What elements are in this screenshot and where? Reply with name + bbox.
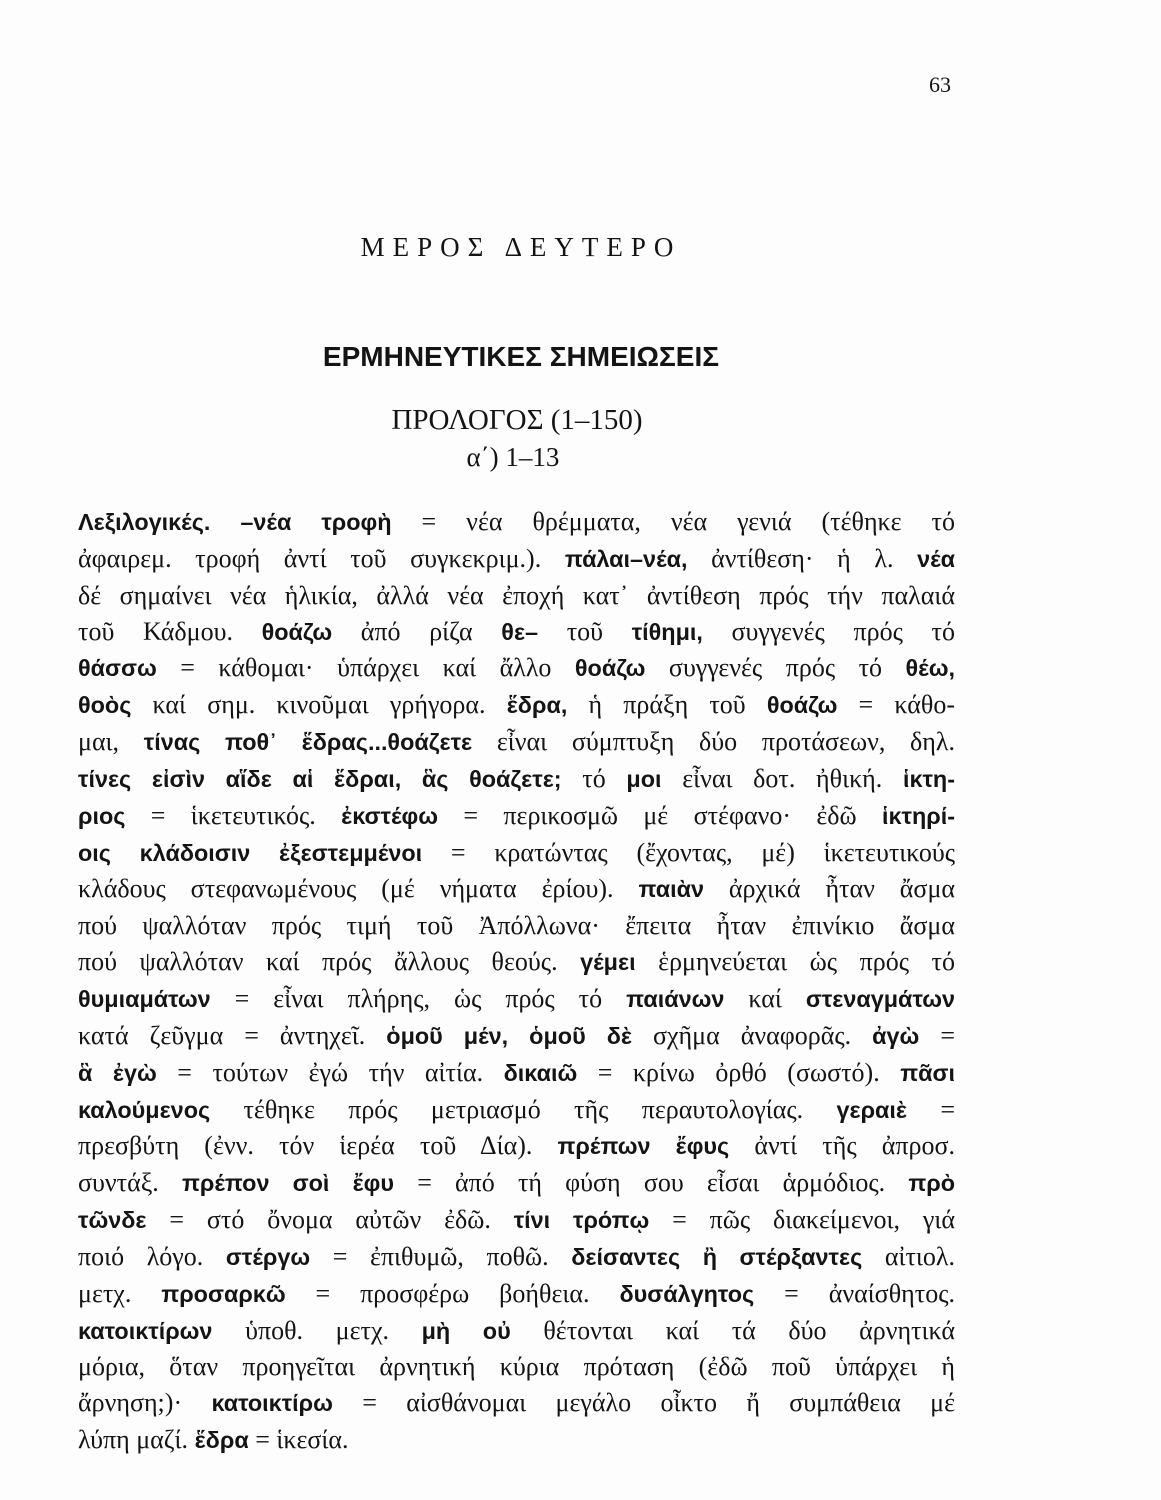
text-run: = αἰσθάνομαι μεγάλο οἶκτο ἤ συμπάθεια μέ (332, 1388, 955, 1418)
text-run: = (907, 1094, 955, 1124)
bold-term: ἃ ἐγὼ (78, 1059, 157, 1086)
bold-term: θε– (501, 618, 539, 645)
text-run: = κάθο- (837, 690, 955, 720)
text-line (78, 1422, 955, 1459)
text-run: τό (561, 763, 627, 793)
text-line (78, 871, 955, 908)
text-line (78, 1202, 955, 1239)
text-run: = ἱκεσία. (248, 1425, 349, 1455)
text-line (78, 1055, 955, 1092)
bold-term: δικαιῶ (503, 1059, 578, 1086)
text-line (78, 944, 955, 981)
text-run: αἰτιολ. (862, 1241, 955, 1271)
bold-term: οις κλάδοισιν ἐξεστεμμένοι (78, 839, 423, 866)
text-run: εἶναι δοτ. ἠθική. (661, 763, 903, 793)
subsection-title: α΄) 1–13 (466, 442, 560, 472)
text-run: ἑρμηνεύεται ὡς πρός τό (635, 947, 955, 977)
text-line (78, 614, 955, 651)
text-run: = στό ὄνομα αὐτῶν ἐδῶ. (146, 1205, 514, 1235)
bold-term: δυσάλγητος (619, 1280, 755, 1307)
text-run: ἀντί τῆς ἀπροσ. (729, 1131, 955, 1161)
text-run: = κάθομαι· ὑπάρχει καί ἄλλο (156, 653, 575, 683)
text-run: ἀρχικά ἦταν ἄσμα (703, 874, 955, 904)
text-line (78, 1276, 955, 1313)
text-line (78, 1385, 955, 1422)
text-run: κατά ζεῦγμα = ἀντηχεῖ. (78, 1020, 387, 1050)
text-line (78, 835, 955, 872)
text-run: ποιό λόγο. (78, 1241, 226, 1271)
text-run: ἀφαιρεμ. τροφή ἀντί τοῦ συγκεκριμ.). (78, 543, 565, 573)
text-run: εἶναι σύμπτυξη δύο προτάσεων, δηλ. (472, 727, 955, 757)
bold-term: πρὸ (908, 1170, 955, 1197)
bold-term: πρέπον σοὶ ἔφυ (181, 1170, 395, 1197)
text-run: μετχ. (78, 1278, 162, 1308)
text-run: = (919, 1020, 955, 1050)
bold-term: καλούμενος (78, 1096, 211, 1123)
text-run: πού ψαλλόταν πρός τιμή τοῦ Ἀπόλλωνα· ἔπειτα ἦταν ἐπινίκιο ἄσμα (78, 911, 955, 941)
text-line (78, 504, 955, 541)
text-run: = περικοσμῶ μέ στέφανο· ἐδῶ (438, 800, 882, 830)
bold-term: θοάζω (261, 618, 333, 645)
bold-term: ριος (78, 802, 126, 829)
bold-term: θοάζω (766, 692, 838, 719)
bold-term: γεραιὲ (836, 1096, 908, 1123)
bold-term: γέμει (580, 949, 636, 976)
bold-term: στέργω (225, 1243, 311, 1270)
text-run: τέθηκε πρός μετριασμό τῆς περαυτολογίας. (210, 1094, 837, 1124)
text-run: καί σημ. κινοῦμαι γρήγορα. (131, 690, 507, 720)
bold-term: μὴ οὐ (421, 1317, 511, 1344)
bold-term: μοι (626, 765, 662, 792)
text-line (78, 981, 955, 1018)
text-run: συγγενές πρός τό (645, 653, 906, 683)
bold-term: θοὸς (78, 692, 132, 719)
bold-term: κατοικτίρω (211, 1390, 333, 1417)
bold-term: πρέπων ἔφυς (557, 1133, 730, 1160)
text-run: δέ σημαίνει νέα ἡλικία, ἀλλά νέα ἐποχή κατ᾽ ἀντίθεση πρός τήν παλαιά (78, 580, 955, 610)
bold-term: νέα (917, 545, 956, 572)
bold-term: Λεξιλογικές. –νέα τροφὴ (78, 509, 392, 535)
text-run: κλάδους στεφανωμένους (μέ νήματα ἐρίου). (78, 874, 639, 904)
text-line (78, 724, 955, 761)
part-title: ΜΕΡΟΣ ΔΕΥΤΕΡΟ (360, 232, 682, 262)
bold-term: τίνας ποθ᾽ ἕδρας...θοάζετε (143, 729, 473, 756)
bold-term: θάσσω (78, 655, 157, 682)
bold-term: ἱκτηρί- (881, 802, 956, 829)
text-run: = κρατώντας (ἔχοντας, μέ) ἱκετευτικούς (422, 837, 955, 867)
page-number: 63 (929, 72, 951, 97)
text-run: συντάξ. (78, 1168, 182, 1198)
bold-term: τίνι τρόπῳ (513, 1207, 650, 1234)
bold-term: θοάζω (574, 655, 646, 682)
text-run: = ἀπό τή φύση σου εἶσαι ἁρμόδιος. (394, 1168, 909, 1198)
bold-term: δείσαντες ἢ στέρξαντες (571, 1243, 863, 1270)
text-run: θέτονται καί τά δύο ἀρνητικά (510, 1315, 955, 1345)
text-line (78, 1239, 955, 1276)
bold-term: τίνες εἰσὶν αἵδε αἱ ἕδραι, ἃς θοάζετε; (78, 765, 562, 792)
text-run: = εἶναι πλήρης, ὡς πρός τό (210, 983, 627, 1013)
text-run: πού ψαλλόταν καί πρός ἄλλους θεούς. (78, 947, 581, 977)
bold-term: παιὰν (638, 876, 704, 903)
bold-term: τίθημι, (631, 618, 703, 645)
text-run: ἀπό ρίζα (332, 616, 502, 646)
text-run: ἄρνηση;)· (78, 1388, 212, 1418)
text-line (78, 761, 955, 798)
text-run: τοῦ Κάδμου. (78, 616, 262, 646)
bold-term: κατοικτίρων (78, 1317, 213, 1344)
text-run: = ἀναίσθητος. (754, 1278, 955, 1308)
text-run: μόρια, ὅταν προηγεῖται ἀρνητική κύρια πρόταση (ἐδῶ ποῦ ὑπάρχει ἡ (78, 1352, 955, 1382)
bold-term: ἀγὼ (872, 1022, 920, 1049)
text-line (78, 1092, 955, 1129)
bold-term: πάλαι–νέα, (564, 545, 688, 572)
text-line (78, 1128, 955, 1165)
bold-term: θυμιαμάτων (78, 985, 211, 1012)
bold-term: παιάνων (626, 985, 725, 1012)
notes-title: ΕΡΜΗΝΕΥΤΙΚΕΣ ΣΗΜΕΙΩΣΕΙΣ (322, 341, 720, 372)
text-line (78, 798, 955, 835)
text-run: λύπη μαζί. (78, 1425, 195, 1455)
bold-term: ἕδρα (194, 1427, 249, 1454)
text-run: = τούτων ἐγώ τήν αἰτία. (156, 1057, 504, 1087)
bold-term: θέω, (905, 655, 955, 682)
text-run: ἀντίθεση· ἡ λ. (687, 543, 918, 573)
text-run: πρεσβύτη (ἐνν. τόν ἱερέα τοῦ Δία). (78, 1131, 558, 1161)
text-run: = κρίνω ὀρθό (σωστό). (577, 1057, 901, 1087)
text-line (78, 1018, 955, 1055)
text-run: μαι, (78, 727, 144, 757)
text-run: = νέα θρέμματα, νέα γενιά (τέθηκε τό (391, 507, 956, 536)
bold-term: ἕδρα, (506, 692, 568, 719)
section-title: ΠΡΟΛΟΓΟΣ (1–150) (391, 404, 643, 436)
text-run: = ἐπιθυμῶ, ποθῶ. (310, 1241, 572, 1271)
text-line (78, 1165, 955, 1202)
bold-term: προσαρκῶ (161, 1280, 286, 1307)
text-line (78, 687, 955, 724)
bold-term: πᾶσι (900, 1059, 955, 1086)
text-line (78, 1349, 955, 1385)
bold-term: στεναγμάτων (805, 985, 955, 1012)
text-run: ἡ πράξη τοῦ (567, 690, 767, 720)
text-run: = ἱκετευτικός. (125, 800, 342, 830)
text-run: συγγενές πρός τό (702, 616, 956, 646)
bold-term: ἐκστέφω (341, 802, 439, 829)
text-run: ὑποθ. μετχ. (212, 1315, 422, 1345)
bold-term: ὁμοῦ μέν, ὁμοῦ δὲ (386, 1022, 632, 1049)
text-line (78, 650, 955, 687)
text-run: σχῆμα ἀναφορᾶς. (631, 1020, 873, 1050)
body-text (78, 504, 955, 1459)
bold-term: ἱκτη- (902, 765, 956, 792)
text-run: τοῦ (538, 616, 632, 646)
bold-term: τῶνδε (78, 1207, 147, 1234)
text-run: = προσφέρω βοήθεια. (285, 1278, 620, 1308)
text-run: καί (724, 983, 806, 1013)
text-line (78, 908, 955, 944)
text-line (78, 578, 955, 614)
text-line (78, 1313, 955, 1350)
text-run: = πῶς διακείμενοι, γιά (649, 1205, 955, 1235)
text-line (78, 541, 955, 578)
